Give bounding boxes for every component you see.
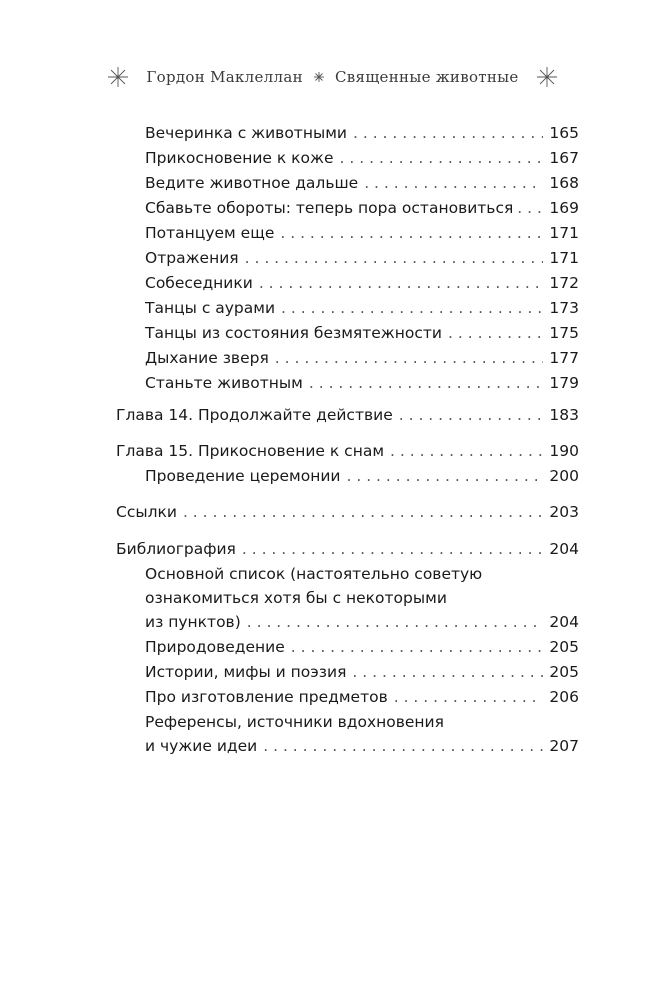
toc-entry-title: Проведение церемонии [145,467,341,485]
toc-entry-title: из пунктов) [145,613,241,631]
star-ornament-icon [107,66,129,88]
toc-entry[interactable] [145,657,579,681]
toc-entry[interactable] [145,293,579,317]
toc-entry-page: 200 [549,467,579,485]
toc-chapter[interactable] [116,436,579,460]
toc-entry-page: 173 [549,299,579,317]
toc-entry[interactable] [145,243,579,267]
toc-entry-title: Ссылки [116,503,177,521]
toc-entry[interactable] [145,143,579,167]
toc-entry-page: 175 [549,324,579,342]
toc-entry-page: 205 [549,663,579,681]
toc-entry-title: и чужие идеи [145,737,258,755]
toc-entry-title: Станьте животным [145,374,303,392]
toc-chapter[interactable] [116,400,579,424]
toc-entry-title: Сбавьте обороты: теперь пора остановиться [145,199,514,217]
toc-entry[interactable] [145,168,579,192]
toc-entry-title: Глава 14. Продолжайте действие [116,406,393,424]
toc-entry-title: Собеседники [145,274,253,292]
toc-entry-page: 204 [549,613,579,631]
toc-entry-title: Танцы с аурами [145,299,276,317]
toc-entry-page: 167 [549,149,579,167]
toc-entry[interactable] [145,318,579,342]
toc-entry-page: 190 [549,442,579,460]
running-header [0,66,665,88]
toc-entry-page: 207 [549,737,579,755]
toc-entry[interactable] [145,632,579,656]
toc-entry-title: Танцы из состояния безмятежности [145,324,443,342]
toc-entry-page: 183 [549,406,579,424]
toc-entry[interactable] [145,268,579,292]
toc-entry-page: 204 [549,540,579,558]
toc-entry[interactable] [145,368,579,392]
toc-entry[interactable] [145,461,579,485]
toc-entry-page: 179 [549,374,579,392]
toc-entry-title: Природоведение [145,638,285,656]
toc-entry-title: Дыхание зверя [145,349,269,367]
toc-entry[interactable] [145,118,579,142]
toc-entry-page: 169 [549,199,579,217]
toc-entry-title: Про изготовление предметов [145,688,388,706]
toc-entry-title: Истории, мифы и поэзия [145,663,347,681]
toc-entry-page: 168 [549,174,579,192]
toc-entry-title: Вечеринка с животными [145,124,347,142]
toc-entry-page: 172 [549,274,579,292]
toc-entry-title: Отражения [145,249,239,267]
toc-entry-page: 203 [549,503,579,521]
toc-entry[interactable] [145,682,579,706]
star-ornament-icon [536,66,558,88]
toc-entry-title: Прикосновение к коже [145,149,334,167]
toc-entry-page: 205 [549,638,579,656]
toc-chapter[interactable] [116,497,579,521]
toc-entry[interactable] [145,731,579,755]
toc-chapter[interactable] [116,534,579,558]
small-star-icon [314,72,324,82]
toc-entry-page: 171 [549,224,579,242]
toc-entry-line: Основной список (настоятельно советую [145,565,483,583]
toc-entry-page: 206 [549,688,579,706]
header-book-title: Священные животные [335,68,519,86]
toc-entry-title: Потанцуем еще [145,224,275,242]
toc-entry-title: Библиография [116,540,236,558]
toc-entry[interactable] [145,343,579,367]
toc-entry-page: 165 [549,124,579,142]
toc-entry-title: Ведите животное дальше [145,174,359,192]
toc-entry-line: ознакомиться хотя бы с некоторыми [145,589,447,607]
toc-entry-page: 177 [549,349,579,367]
toc-entry[interactable] [145,218,579,242]
toc-entry-line: Референсы, источники вдохновения [145,713,444,731]
toc-entry-page: 171 [549,249,579,267]
toc-entry[interactable] [145,607,579,631]
toc-entry-title: Глава 15. Прикосновение к снам [116,442,385,460]
header-author: Гордон Маклеллан [146,68,303,86]
toc-entry[interactable] [145,193,579,217]
